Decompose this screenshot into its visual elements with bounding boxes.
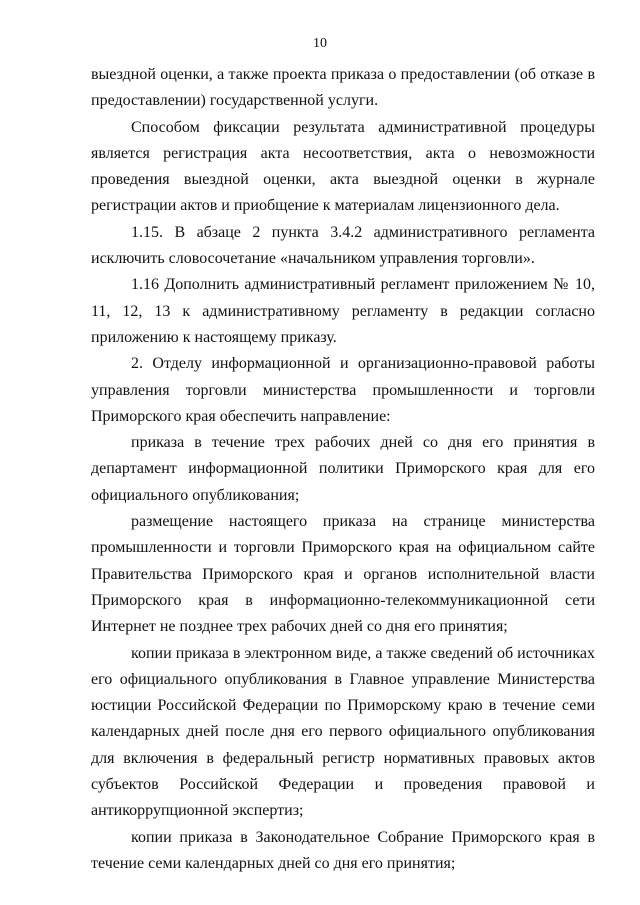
paragraph-legislative-assembly-copy: копии приказа в Законодательное Собрание Приморского края в течение семи календарных дней со дня его принятия;	[91, 828, 595, 872]
page-number: 10	[313, 36, 327, 51]
document-body	[91, 62, 595, 877]
paragraph-website-placement: размещение настоящего приказа на странице министерства промышленности и торговли Приморского края на официальном сайте Правительства Приморского края и органов исполнительной власти Приморского края в информационно-телекоммуникационной сети Интернет не позднее трех рабочих дней со дня его принятия;	[91, 513, 595, 636]
paragraph-continuation: выездной оценки, а также проекта приказа о предоставлении (об отказе в предоставлении) государственной услуги.	[91, 66, 595, 110]
paragraph-justice-ministry-copy: копии приказа в электронном виде, а также сведений об источниках его официального опубликования в Главное управление Министерства юстиции Российской Федерации по Приморскому краю в течение семи календарных дней после дня его первого официального опубликования для включения в федеральный регистр нормативных правовых актов субъектов Российской Федерации и проведения правовой и антикоррупционной экспертиз;	[91, 644, 595, 820]
paragraph-item-1-16: 1.16 Дополнить административный регламент приложением № 10, 11, 12, 13 к административному регламенту в редакции согласно приложению к настоящему приказу.	[91, 276, 595, 346]
paragraph-item-2: 2. Отделу информационной и организационно-правовой работы управления торговли министерства промышленности и торговли Приморского края обеспечить направление:	[91, 355, 595, 425]
paragraph-fixation-method: Способом фиксации результата административной процедуры является регистрация акта несоответствия, акта о невозможности проведения выездной оценки, акта выездной оценки в журнале регистрации актов и приобщение к материалам лицензионного дела.	[91, 118, 595, 215]
paragraph-item-1-15: 1.15. В абзаце 2 пункта 3.4.2 административного регламента исключить словосочетание «начальником управления торговли».	[91, 223, 595, 268]
paragraph-order-publication: приказа в течение трех рабочих дней со дня его принятия в департамент информационной политики Приморского края для его официального опубликования;	[91, 434, 595, 504]
